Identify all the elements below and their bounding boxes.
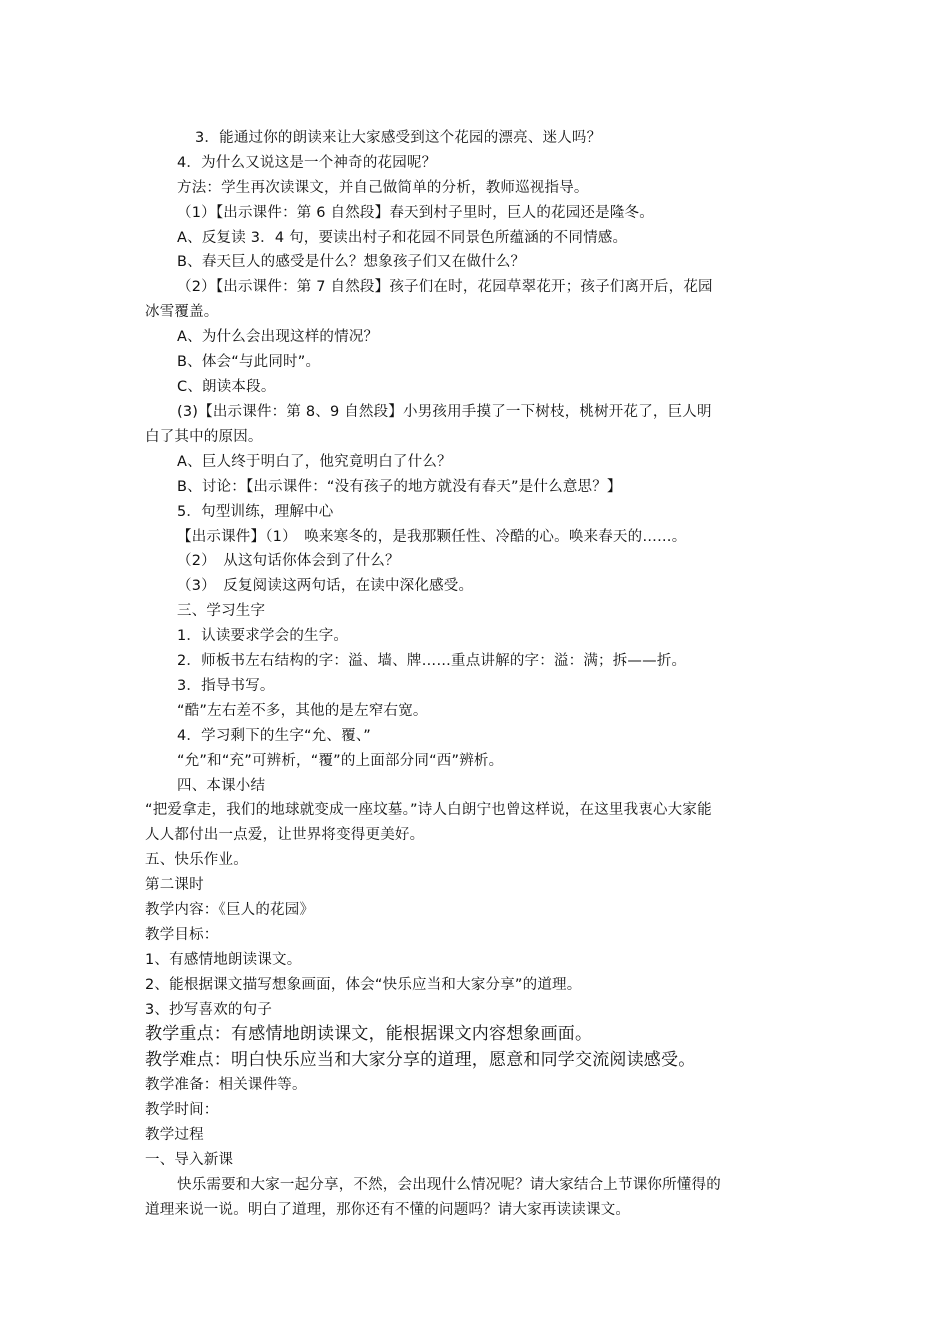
text-line: 白了其中的原因。: [145, 429, 263, 445]
text-line: 2、能根据课文描写想象画面，体会“快乐应当和大家分享”的道理。: [145, 977, 582, 993]
text-line: （2）【出示课件：第 7 自然段】孩子们在时，花园草翠花开；孩子们离开后，花园: [177, 279, 713, 295]
text-line: 教学难点：明白快乐应当和大家分享的道理，愿意和同学交流阅读感受。: [145, 1050, 696, 1070]
text-line: 冰雪覆盖。: [145, 304, 219, 320]
text-line: “把爱拿走，我们的地球就变成一座坟墓。”诗人白朗宁也曾这样说，在这里我衷心大家能: [145, 802, 712, 818]
text-line: 3、抄写喜欢的句子: [145, 1002, 273, 1018]
text-line: B、春天巨人的感受是什么？想象孩子们又在做什么？: [177, 254, 526, 270]
text-line: 教学过程: [145, 1127, 204, 1143]
text-line: A、巨人终于明白了，他究竟明白了什么？: [177, 454, 452, 470]
text-line: （1）【出示课件：第 6 自然段】春天到村子里时，巨人的花园还是隆冬。: [177, 205, 654, 221]
text-line: 5．句型训练，理解中心: [177, 504, 334, 520]
text-line: 一、导入新课: [145, 1152, 234, 1168]
text-line: “允”和“充”可辨析，“覆”的上面部分同“西”辨析。: [177, 753, 504, 769]
text-line: 快乐需要和大家一起分享，不然，会出现什么情况呢？请大家结合上节课你所懂得的: [177, 1177, 721, 1193]
text-line: “酷”左右差不多，其他的是左窄右宽。: [177, 703, 428, 719]
text-line: 三、学习生字: [177, 603, 266, 619]
text-line: （3） 反复阅读这两句话，在读中深化感受。: [177, 578, 474, 594]
text-line: 教学目标：: [145, 927, 219, 943]
text-line: 3．指导书写。: [177, 678, 275, 694]
text-line: 人人都付出一点爱，让世界将变得更美好。: [145, 827, 425, 843]
text-line: 教学时间：: [145, 1102, 219, 1118]
text-line: 教学内容：《巨人的花园》: [145, 902, 315, 918]
text-line: 2．师板书左右结构的字：溢、墙、牌……重点讲解的字：溢：满；拆——折。: [177, 653, 687, 669]
text-line: C、朗读本段。: [177, 379, 276, 395]
text-line: 【出示课件】（1） 唤来寒冬的，是我那颗任性、冷酷的心。唤来春天的……。: [177, 529, 687, 545]
text-line: (3)【出示课件：第 8、9 自然段】小男孩用手摸了一下树枝，桃树开花了，巨人明: [177, 404, 712, 420]
text-line: 3．能通过你的朗读来让大家感受到这个花园的漂亮、迷人吗？: [195, 130, 602, 146]
text-line: 4．学习剩下的生字“允、覆、”: [177, 728, 371, 744]
text-line: 道理来说一说。明白了道理，那你还有不懂的问题吗？请大家再读读课文。: [145, 1202, 631, 1218]
text-line: 教学准备：相关课件等。: [145, 1077, 307, 1093]
text-line: 四、本课小结: [177, 778, 266, 794]
text-line: （2） 从这句话你体会到了什么？: [177, 553, 400, 569]
text-line: 五、快乐作业。: [145, 852, 248, 868]
text-line: A、反复读 3．4 句，要读出村子和花园不同景色所蕴涵的不同情感。: [177, 230, 628, 246]
text-line: 教学重点：有感情地朗读课文，能根据课文内容想象画面。: [145, 1024, 593, 1044]
text-line: B、体会“与此同时”。: [177, 354, 321, 370]
text-line: 4．为什么又说这是一个神奇的花园呢？: [177, 155, 437, 171]
text-line: 方法：学生再次读课文，并自己做简单的分析，教师巡视指导。: [177, 180, 589, 196]
text-line: 1、有感情地朗读课文。: [145, 952, 302, 968]
text-line: 1．认读要求学会的生字。: [177, 628, 349, 644]
text-line: 第二课时: [145, 877, 204, 893]
text-line: A、为什么会出现这样的情况？: [177, 329, 379, 345]
text-line: B、讨论：【出示课件：“没有孩子的地方就没有春天”是什么意思？】: [177, 479, 622, 495]
